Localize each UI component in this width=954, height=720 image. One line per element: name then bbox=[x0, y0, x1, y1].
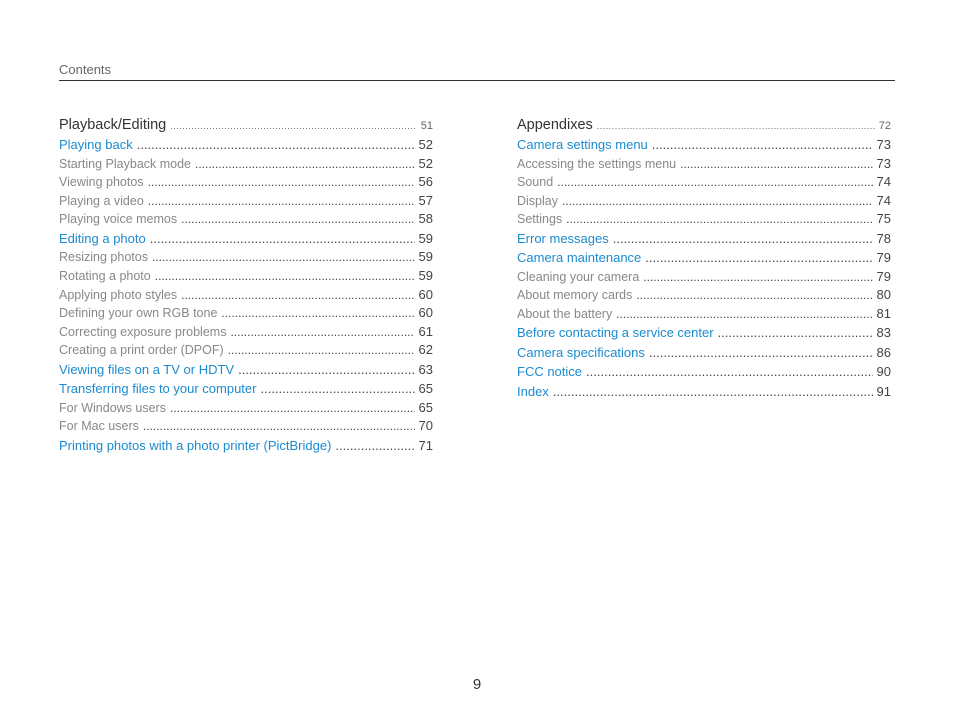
toc-entry-page: 59 bbox=[418, 249, 433, 264]
toc-entry[interactable] bbox=[59, 418, 433, 433]
toc-entry[interactable] bbox=[517, 137, 891, 152]
toc-entry[interactable] bbox=[59, 137, 433, 152]
toc-entry-page: 51 bbox=[420, 120, 433, 132]
toc-entry[interactable] bbox=[517, 306, 891, 321]
toc-entry[interactable] bbox=[59, 174, 433, 189]
toc-entry-label: About memory cards bbox=[517, 288, 633, 302]
toc-entry[interactable] bbox=[59, 324, 433, 339]
dot-leader bbox=[170, 121, 417, 131]
toc-entry-label: Resizing photos bbox=[59, 250, 148, 264]
toc-entry-label: For Mac users bbox=[59, 419, 139, 433]
toc-entry[interactable] bbox=[59, 231, 433, 246]
dot-leader bbox=[230, 325, 414, 339]
toc-entry-label: About the battery bbox=[517, 307, 613, 321]
dot-leader bbox=[636, 288, 872, 302]
dot-leader bbox=[680, 157, 872, 171]
toc-entry-page: 52 bbox=[418, 137, 433, 152]
toc-entry-page: 74 bbox=[876, 174, 891, 189]
toc-entry[interactable] bbox=[517, 211, 891, 226]
toc-entry-page: 60 bbox=[418, 287, 433, 302]
dot-leader bbox=[155, 269, 415, 283]
toc-entry-label: Rotating a photo bbox=[59, 269, 151, 283]
toc-entry-page: 65 bbox=[418, 381, 433, 396]
toc-entry-page: 62 bbox=[418, 342, 433, 357]
toc-entry[interactable] bbox=[517, 269, 891, 284]
dot-leader bbox=[195, 157, 415, 171]
toc-entry-page: 74 bbox=[876, 193, 891, 208]
toc-entry-label: Editing a photo bbox=[59, 231, 146, 246]
toc-entry-page: 91 bbox=[876, 384, 891, 399]
toc-entry[interactable] bbox=[59, 342, 433, 357]
dot-leader bbox=[649, 345, 873, 360]
toc-entry-page: 79 bbox=[876, 269, 891, 284]
toc-entry[interactable] bbox=[59, 249, 433, 264]
toc-entry[interactable] bbox=[517, 231, 891, 246]
toc-entry-label: Correcting exposure problems bbox=[59, 325, 227, 339]
dot-leader bbox=[150, 231, 415, 246]
toc-entry-label: Viewing photos bbox=[59, 175, 144, 189]
toc-entry-page: 72 bbox=[878, 120, 891, 132]
toc-entry-label: Index bbox=[517, 384, 549, 399]
dot-leader bbox=[553, 384, 873, 399]
dot-leader bbox=[335, 438, 414, 453]
toc-entry-label: Defining your own RGB tone bbox=[59, 306, 218, 320]
toc-entry[interactable] bbox=[517, 250, 891, 265]
toc-entry[interactable] bbox=[517, 384, 891, 399]
dot-leader bbox=[228, 343, 415, 357]
toc-entry-label: Camera settings menu bbox=[517, 137, 648, 152]
toc-entry-page: 78 bbox=[876, 231, 891, 246]
toc-entry-page: 70 bbox=[418, 418, 433, 433]
dot-leader bbox=[148, 194, 415, 208]
dot-leader bbox=[170, 401, 415, 415]
toc-entry[interactable] bbox=[59, 381, 433, 396]
dot-leader bbox=[137, 137, 415, 152]
toc-entry-label: Accessing the settings menu bbox=[517, 157, 677, 171]
toc-entry[interactable] bbox=[517, 364, 891, 379]
dot-leader bbox=[557, 175, 872, 189]
toc-entry-label: Playback/Editing bbox=[59, 117, 167, 133]
toc-entry[interactable] bbox=[59, 438, 433, 453]
toc-entry-page: 58 bbox=[418, 211, 433, 226]
running-header: Contents bbox=[59, 62, 112, 77]
toc-entry[interactable] bbox=[59, 117, 433, 133]
toc-entry-label: Playing a video bbox=[59, 194, 144, 208]
dot-leader bbox=[613, 231, 873, 246]
dot-leader bbox=[221, 306, 414, 320]
toc-entry-label: Before contacting a service center bbox=[517, 325, 714, 340]
header-rule bbox=[59, 80, 895, 81]
toc-entry-page: 59 bbox=[418, 231, 433, 246]
toc-entry-label: Transferring files to your computer bbox=[59, 381, 257, 396]
toc-entry[interactable] bbox=[517, 345, 891, 360]
toc-entry-page: 80 bbox=[876, 287, 891, 302]
toc-entry-label: Camera specifications bbox=[517, 345, 645, 360]
toc-entry-page: 59 bbox=[418, 268, 433, 283]
dot-leader bbox=[181, 212, 414, 226]
dot-leader bbox=[143, 419, 415, 433]
dot-leader bbox=[566, 212, 872, 226]
toc-entry-label: Creating a print order (DPOF) bbox=[59, 343, 224, 357]
dot-leader bbox=[562, 194, 873, 208]
toc-entry[interactable] bbox=[517, 174, 891, 189]
toc-entry-label: Error messages bbox=[517, 231, 609, 246]
toc-entry[interactable] bbox=[517, 287, 891, 302]
toc-entry-label: For Windows users bbox=[59, 401, 166, 415]
toc-entry-page: 52 bbox=[418, 156, 433, 171]
toc-entry-label: Settings bbox=[517, 212, 563, 226]
toc-entry-label: Playing back bbox=[59, 137, 133, 152]
toc-entry-page: 83 bbox=[876, 325, 891, 340]
toc-entry-page: 60 bbox=[418, 305, 433, 320]
toc-entry[interactable] bbox=[59, 268, 433, 283]
dot-leader bbox=[148, 175, 415, 189]
toc-entry-label: Cleaning your camera bbox=[517, 270, 640, 284]
toc-entry[interactable] bbox=[59, 211, 433, 226]
toc-entry[interactable] bbox=[59, 193, 433, 208]
dot-leader bbox=[260, 381, 414, 396]
dot-leader bbox=[652, 137, 873, 152]
toc-entry-page: 75 bbox=[876, 211, 891, 226]
toc-entry[interactable] bbox=[517, 156, 891, 171]
toc-entry-label: Appendixes bbox=[517, 117, 593, 133]
toc-entry-label: Starting Playback mode bbox=[59, 157, 192, 171]
dot-leader bbox=[152, 250, 415, 264]
toc-entry-page: 86 bbox=[876, 345, 891, 360]
dot-leader bbox=[643, 270, 872, 284]
toc-entry-label: Playing voice memos bbox=[59, 212, 178, 226]
dot-leader bbox=[238, 362, 414, 377]
page-number: 9 bbox=[472, 676, 482, 693]
toc-entry-page: 79 bbox=[876, 250, 891, 265]
toc-entry-page: 65 bbox=[418, 400, 433, 415]
toc-entry-label: Sound bbox=[517, 175, 554, 189]
toc-entry[interactable] bbox=[517, 117, 891, 133]
toc-entry[interactable] bbox=[59, 305, 433, 320]
toc-entry-page: 81 bbox=[876, 306, 891, 321]
toc-entry-page: 56 bbox=[418, 174, 433, 189]
toc-entry-page: 71 bbox=[418, 438, 433, 453]
toc-entry-label: Viewing files on a TV or HDTV bbox=[59, 362, 235, 377]
toc-entry-page: 61 bbox=[418, 324, 433, 339]
toc-entry-page: 73 bbox=[876, 137, 891, 152]
toc-entry[interactable] bbox=[59, 287, 433, 302]
dot-leader bbox=[645, 250, 872, 265]
dot-leader bbox=[181, 288, 414, 302]
toc-entry-page: 57 bbox=[418, 193, 433, 208]
toc-entry-page: 90 bbox=[876, 364, 891, 379]
toc-entry-page: 63 bbox=[418, 362, 433, 377]
toc-entry-label: Display bbox=[517, 194, 558, 208]
toc-entry[interactable] bbox=[517, 325, 891, 340]
dot-leader bbox=[616, 307, 872, 321]
toc-entry[interactable] bbox=[59, 156, 433, 171]
toc-entry-label: Applying photo styles bbox=[59, 288, 178, 302]
dot-leader bbox=[597, 121, 875, 131]
dot-leader bbox=[718, 325, 873, 340]
toc-entry-label: FCC notice bbox=[517, 364, 583, 379]
toc-entry-label: Printing photos with a photo printer (PictBridge) bbox=[59, 438, 332, 453]
toc-entry[interactable] bbox=[517, 193, 891, 208]
toc-entry[interactable] bbox=[59, 400, 433, 415]
toc-entry-page: 73 bbox=[876, 156, 891, 171]
dot-leader bbox=[586, 364, 873, 379]
toc-entry[interactable] bbox=[59, 362, 433, 377]
toc-entry-label: Camera maintenance bbox=[517, 250, 642, 265]
